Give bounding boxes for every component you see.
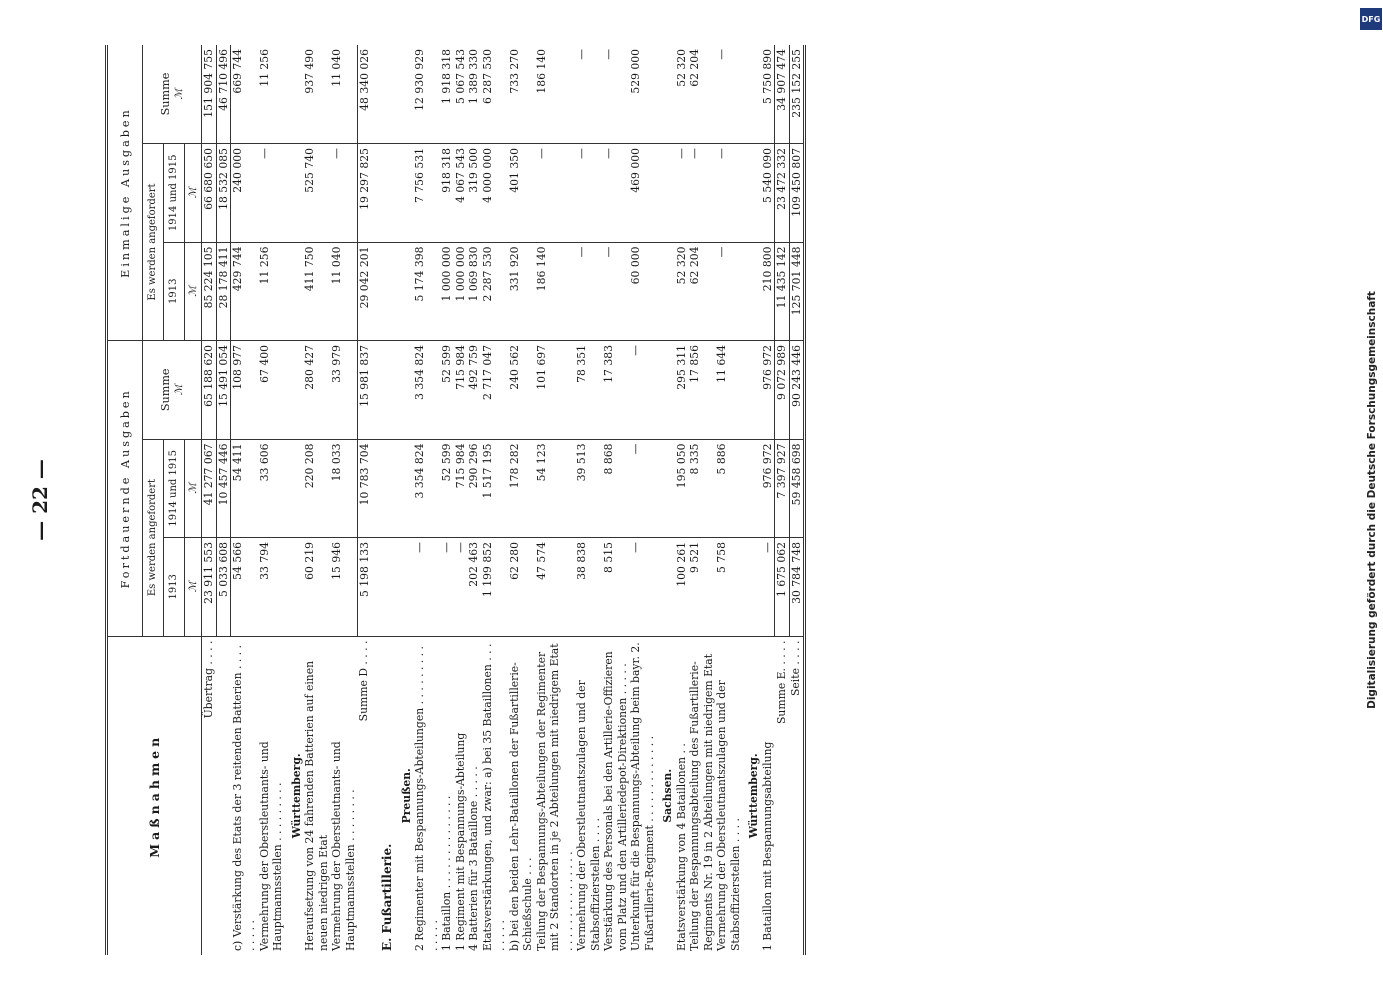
value-cell: 9 072 989: [775, 341, 790, 440]
value-cell: 5 886: [715, 439, 742, 538]
value-cell: 54 123: [535, 439, 576, 538]
value-cell: 19 297 825: [357, 144, 371, 243]
value-cell: [371, 341, 395, 440]
unit-cell: ℳ: [185, 242, 202, 341]
value-cell: 4 067 543: [454, 144, 468, 243]
value-cell: —: [602, 144, 629, 243]
value-cell: —: [602, 242, 629, 341]
value-cell: 8 515: [602, 538, 629, 637]
einmalige-header: Einmalige Ausgaben: [107, 45, 143, 341]
value-cell: [285, 439, 304, 538]
table-row: [330, 45, 357, 955]
table-row: [216, 45, 231, 955]
value-cell: 8 868: [602, 439, 629, 538]
value-cell: 9 521: [688, 538, 715, 637]
value-cell: 7 756 531: [413, 144, 440, 243]
row-label: Teilung der Bespannungsabteilung des Fußartillerie-Regiments Nr. 19 in 2 Abteilungen mit niedrigem Etat: [688, 653, 715, 951]
einm-summe-header: [143, 45, 202, 144]
value-cell: 11 256: [258, 45, 285, 144]
row-label: Heraufsetzung von 24 fahrenden Batterien auf einen neuen niedrigen Etat: [303, 660, 330, 951]
value-cell: 2 717 047: [481, 341, 508, 440]
einm-summe-label: Summe: [159, 72, 172, 116]
value-cell: [395, 439, 414, 538]
value-cell: —: [715, 242, 742, 341]
value-cell: 429 744: [231, 242, 258, 341]
einm-1913-header: 1913: [164, 242, 185, 341]
row-label: Württemberg.: [289, 753, 303, 839]
value-cell: [395, 144, 414, 243]
value-cell: 1 389 330: [467, 45, 481, 144]
value-cell: 60 000: [629, 242, 656, 341]
value-cell: 4 000 000: [481, 144, 508, 243]
value-cell: [285, 242, 304, 341]
value-cell: 8 335: [688, 439, 715, 538]
value-cell: 41 277 067: [202, 439, 217, 538]
value-cell: [371, 45, 395, 144]
row-label: Vermehrung der Oberstleutnants- und Hauptmannsstellen . . . . . . . . .: [257, 741, 284, 951]
value-cell: 23 911 553: [202, 538, 217, 637]
value-cell: 240 000: [231, 144, 258, 243]
value-cell: [285, 144, 304, 243]
dfg-logo: DFG: [1360, 8, 1382, 30]
page-number: — 22 —: [28, 459, 52, 541]
table-bottom-rule: [803, 45, 806, 955]
value-cell: 1 000 000: [440, 242, 454, 341]
table-row: [303, 45, 330, 955]
fort-summe-unit: ℳ: [174, 384, 185, 396]
value-cell: 1 918 318: [440, 45, 454, 144]
table-row: [467, 45, 481, 955]
value-cell: 331 920: [508, 242, 535, 341]
row-label: 4 Batterien für 3 Bataillone . . . . .: [467, 766, 480, 951]
value-cell: 5 174 398: [413, 242, 440, 341]
table-row: [761, 45, 775, 955]
value-cell: 235 152 255: [789, 45, 803, 144]
value-cell: [742, 538, 761, 637]
value-cell: [656, 242, 675, 341]
value-cell: 34 907 474: [775, 45, 790, 144]
value-cell: [656, 341, 675, 440]
value-cell: 525 740: [303, 144, 330, 243]
value-cell: 33 979: [330, 341, 357, 440]
value-cell: 715 984: [454, 439, 468, 538]
value-cell: —: [413, 538, 440, 637]
value-cell: [285, 341, 304, 440]
value-cell: 5 758: [715, 538, 742, 637]
value-cell: —: [575, 144, 602, 243]
row-label: Etatsverstärkung von 4 Bataillonen . .: [674, 743, 688, 951]
value-cell: 937 490: [303, 45, 330, 144]
value-cell: 1 675 062: [775, 538, 790, 637]
value-cell: [395, 538, 414, 637]
value-cell: [656, 538, 675, 637]
table-row: [715, 45, 742, 955]
value-cell: 1 000 000: [454, 242, 468, 341]
value-cell: —: [575, 45, 602, 144]
row-label: Teilung der Bespannungs-Abteilungen der Regimenter mit 2 Standorten in je 2 Abteilungen mit niedrigem Etat . . . . . . . . . . . . . . .: [534, 643, 575, 951]
value-cell: —: [629, 538, 656, 637]
value-cell: [656, 439, 675, 538]
value-cell: 12 930 929: [413, 45, 440, 144]
value-cell: 733 270: [508, 45, 535, 144]
value-cell: 5 540 090: [761, 144, 775, 243]
value-cell: 15 946: [330, 538, 357, 637]
value-cell: —: [330, 144, 357, 243]
value-cell: [371, 439, 395, 538]
table-row: [742, 45, 761, 955]
value-cell: 178 282: [508, 439, 535, 538]
value-cell: 202 463: [467, 538, 481, 637]
value-cell: 290 296: [467, 439, 481, 538]
value-cell: 10 783 704: [357, 439, 371, 538]
value-cell: 48 340 026: [357, 45, 371, 144]
value-cell: [371, 538, 395, 637]
value-cell: 100 261: [675, 538, 689, 637]
table-row: [775, 45, 790, 955]
fort-angefordert-header: Es werden angefordert: [143, 439, 164, 636]
table-body: [202, 45, 804, 955]
value-cell: 5 067 543: [454, 45, 468, 144]
value-cell: 38 838: [575, 538, 602, 637]
value-cell: 1 517 195: [481, 439, 508, 538]
value-cell: 220 208: [303, 439, 330, 538]
value-cell: 62 204: [688, 45, 715, 144]
value-cell: 62 204: [688, 242, 715, 341]
row-label: c) Verstärkung des Etats der 3 reitenden Batterien . . . . . . . . .: [230, 645, 257, 951]
table-row: [285, 45, 304, 955]
value-cell: 411 750: [303, 242, 330, 341]
fortdauernde-header: Fortdauernde Ausgaben: [107, 341, 143, 637]
value-cell: 33 606: [258, 439, 285, 538]
fort-summe-label: Summe: [159, 368, 172, 412]
row-label: Summe D . . . .: [357, 640, 370, 722]
value-cell: [656, 45, 675, 144]
value-cell: 17 856: [688, 341, 715, 440]
fort-summe-header: [143, 341, 202, 440]
value-cell: 669 744: [231, 45, 258, 144]
row-label: 2 Regimenter mit Bespannungs-Abteilungen . . . . . . . . . . . . . .: [413, 646, 440, 951]
value-cell: —: [715, 144, 742, 243]
table-row: [675, 45, 689, 955]
value-cell: 85 224 105: [202, 242, 217, 341]
einm-summe-unit: ℳ: [174, 88, 185, 100]
value-cell: —: [535, 144, 576, 243]
einm-angefordert-header: Es werden angefordert: [143, 144, 164, 341]
value-cell: —: [575, 242, 602, 341]
value-cell: 65 188 620: [202, 341, 217, 440]
value-cell: [395, 341, 414, 440]
table-row: [481, 45, 508, 955]
value-cell: 319 500: [467, 144, 481, 243]
expenditure-table-sheet: [105, 45, 1310, 955]
value-cell: [742, 45, 761, 144]
row-label: b) bei den beiden Lehr-Bataillonen der Fußartillerie-Schießschule . . .: [507, 662, 534, 951]
value-cell: 39 513: [575, 439, 602, 538]
table-row: [602, 45, 629, 955]
value-cell: 5 033 608: [216, 538, 231, 637]
row-label: 1 Bataillon . . . . . . . . . . . . . .: [440, 795, 453, 951]
value-cell: 46 710 496: [216, 45, 231, 144]
table-row: [629, 45, 656, 955]
value-cell: [285, 45, 304, 144]
value-cell: 11 256: [258, 242, 285, 341]
value-cell: 101 697: [535, 341, 576, 440]
value-cell: 7 397 927: [775, 439, 790, 538]
value-cell: 54 566: [231, 538, 258, 637]
value-cell: 108 977: [231, 341, 258, 440]
value-cell: 66 680 650: [202, 144, 217, 243]
row-label: Verstärkung des Personals bei den Artillerie-Offizieren vom Platz und den Artilleriedepot-Direktionen . . . . .: [602, 651, 629, 951]
unit-cell: ℳ: [185, 144, 202, 243]
value-cell: 18 532 085: [216, 144, 231, 243]
value-cell: 186 140: [535, 242, 576, 341]
value-cell: —: [629, 341, 656, 440]
value-cell: 6 287 530: [481, 45, 508, 144]
row-label: Sachsen.: [661, 768, 674, 823]
value-cell: 28 178 411: [216, 242, 231, 341]
value-cell: 52 599: [440, 439, 454, 538]
value-cell: [742, 439, 761, 538]
value-cell: 52 599: [440, 341, 454, 440]
massnahmen-header: Maßnahmen: [107, 636, 202, 955]
value-cell: [371, 144, 395, 243]
value-cell: —: [440, 538, 454, 637]
value-cell: 186 140: [535, 45, 576, 144]
table-row: [688, 45, 715, 955]
value-cell: 11 040: [330, 45, 357, 144]
value-cell: —: [675, 144, 689, 243]
row-label: Vermehrung der Oberstleutnants- und Hauptmannsstellen . . . . . . . .: [330, 741, 357, 951]
value-cell: 918 318: [440, 144, 454, 243]
row-label: Etatsverstärkungen, und zwar: a) bei 35 Bataillonen . . . . . . . .: [480, 643, 507, 951]
value-cell: 78 351: [575, 341, 602, 440]
row-label: Seite . . . .: [789, 640, 802, 696]
value-cell: 11 435 142: [775, 242, 790, 341]
value-cell: 976 972: [761, 439, 775, 538]
expenditure-table: [105, 45, 803, 955]
value-cell: 5 198 133: [357, 538, 371, 637]
row-label: Unterkunft für die Bespannungs-Abteilung beim bayr. 2. Fußartillerie-Regiment . . . . . . . . . . . . .: [629, 642, 656, 951]
value-cell: 715 984: [454, 341, 468, 440]
value-cell: 11 644: [715, 341, 742, 440]
row-label: 1 Regiment mit Bespannungs-Abteilung: [453, 732, 467, 951]
value-cell: 29 042 201: [357, 242, 371, 341]
row-label: Vermehrung der Oberstleutnantszulagen und der Stabsoffizierstellen . . . .: [715, 680, 742, 951]
value-cell: 1 069 830: [467, 242, 481, 341]
value-cell: [742, 242, 761, 341]
value-cell: 240 562: [508, 341, 535, 440]
value-cell: 976 972: [761, 341, 775, 440]
value-cell: [371, 242, 395, 341]
table-row: [575, 45, 602, 955]
row-label: Übertrag . . . .: [202, 640, 215, 719]
value-cell: 52 320: [675, 45, 689, 144]
value-cell: 67 400: [258, 341, 285, 440]
value-cell: 11 040: [330, 242, 357, 341]
value-cell: 1 199 852: [481, 538, 508, 637]
table-row: [508, 45, 535, 955]
value-cell: 492 759: [467, 341, 481, 440]
table-row: [371, 45, 395, 955]
value-cell: —: [761, 538, 775, 637]
value-cell: 210 800: [761, 242, 775, 341]
value-cell: 10 457 446: [216, 439, 231, 538]
value-cell: 109 450 807: [789, 144, 803, 243]
table-row: [656, 45, 675, 955]
value-cell: —: [629, 439, 656, 538]
value-cell: —: [258, 144, 285, 243]
value-cell: —: [454, 538, 468, 637]
value-cell: 54 411: [231, 439, 258, 538]
row-label: 1 Bataillon mit Bespannungsabteilung: [760, 741, 774, 951]
value-cell: 17 383: [602, 341, 629, 440]
value-cell: 60 219: [303, 538, 330, 637]
value-cell: [742, 144, 761, 243]
value-cell: —: [602, 45, 629, 144]
value-cell: [656, 144, 675, 243]
value-cell: 280 427: [303, 341, 330, 440]
fort-1913-header: 1913: [164, 538, 185, 637]
value-cell: 15 981 837: [357, 341, 371, 440]
value-cell: 469 000: [629, 144, 656, 243]
table-row: [258, 45, 285, 955]
value-cell: 59 458 698: [789, 439, 803, 538]
value-cell: 5 750 890: [761, 45, 775, 144]
value-cell: 529 000: [629, 45, 656, 144]
table-row: [789, 45, 803, 955]
row-label: Vermehrung der Oberstleutnantszulagen und der Stabsoffizierstellen . . . .: [575, 680, 602, 951]
value-cell: 62 280: [508, 538, 535, 637]
unit-cell: ℳ: [185, 538, 202, 637]
table-row: [454, 45, 468, 955]
row-label: E. Fußartillerie.: [380, 843, 394, 951]
value-cell: —: [688, 144, 715, 243]
table-row: [440, 45, 454, 955]
row-label: Württemberg.: [747, 753, 760, 839]
value-cell: 151 904 755: [202, 45, 217, 144]
table-row: [357, 45, 371, 955]
value-cell: 3 354 824: [413, 341, 440, 440]
value-cell: 30 784 748: [789, 538, 803, 637]
table-row: [231, 45, 258, 955]
value-cell: 3 354 824: [413, 439, 440, 538]
value-cell: [285, 538, 304, 637]
table-row: [202, 45, 217, 955]
value-cell: 125 701 448: [789, 242, 803, 341]
value-cell: [395, 45, 414, 144]
value-cell: 295 311: [675, 341, 689, 440]
table-row: [535, 45, 576, 955]
value-cell: 401 350: [508, 144, 535, 243]
value-cell: [742, 341, 761, 440]
unit-cell: ℳ: [185, 439, 202, 538]
value-cell: 47 574: [535, 538, 576, 637]
value-cell: 33 794: [258, 538, 285, 637]
table-row: [413, 45, 440, 955]
table-row: [395, 45, 414, 955]
row-label: Summe E. . . . .: [774, 640, 788, 724]
row-label: [216, 636, 231, 955]
value-cell: 195 050: [675, 439, 689, 538]
value-cell: 52 320: [675, 242, 689, 341]
einm-1914-header: 1914 und 1915: [164, 144, 185, 243]
row-label: Preußen.: [399, 768, 413, 824]
value-cell: 23 472 332: [775, 144, 790, 243]
value-cell: 18 033: [330, 439, 357, 538]
value-cell: 2 287 530: [481, 242, 508, 341]
value-cell: 90 243 446: [789, 341, 803, 440]
digitization-note: Digitalisierung gefördert durch die Deutsche Forschungsgemeinschaft: [1366, 291, 1378, 709]
fort-1914-header: 1914 und 1915: [164, 439, 185, 538]
value-cell: 15 491 054: [216, 341, 231, 440]
value-cell: [395, 242, 414, 341]
value-cell: —: [715, 45, 742, 144]
